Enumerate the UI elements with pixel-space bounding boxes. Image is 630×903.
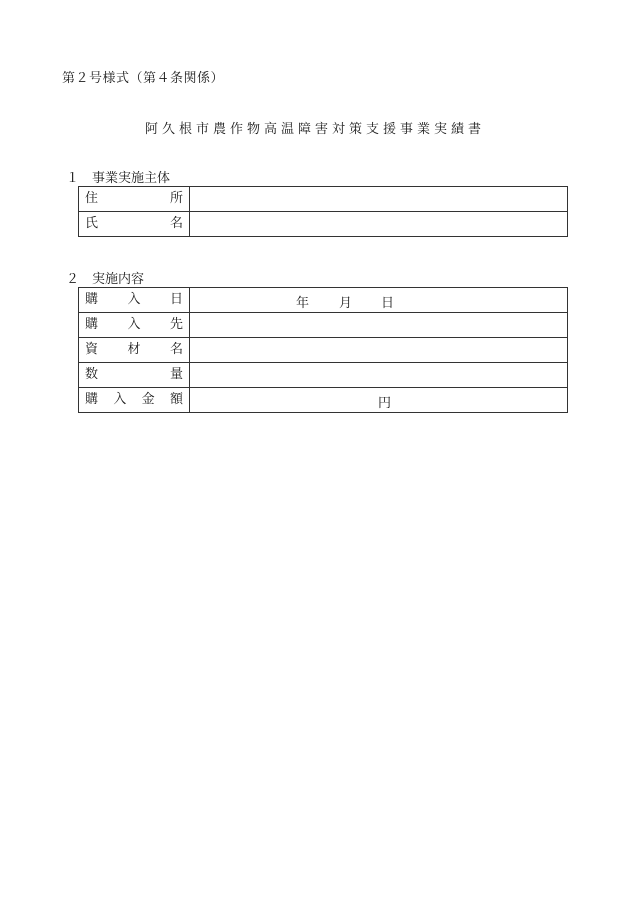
label-cell: [79, 288, 190, 313]
label-cell: [79, 212, 190, 237]
purchase-date-label: 購入日: [85, 292, 183, 307]
form-number-label: 第２号様式（第４条関係）: [62, 71, 225, 86]
vendor-label: 購入先: [85, 317, 183, 332]
table-row: [79, 338, 568, 363]
yen-unit: 円: [378, 396, 392, 411]
label-cell: [79, 187, 190, 212]
document-title: 阿久根市農作物高温障害対策支援事業実績書: [144, 122, 485, 137]
table-row: [79, 388, 568, 413]
implementation-details-table: [78, 287, 568, 413]
implementing-entity-table: [78, 186, 568, 237]
section-number: １: [66, 171, 80, 186]
quantity-field[interactable]: [190, 363, 568, 388]
label-cell: [79, 363, 190, 388]
table-row: [79, 363, 568, 388]
vendor-field[interactable]: [190, 313, 568, 338]
table-row: [79, 288, 568, 313]
material-name-field[interactable]: [190, 338, 568, 363]
section-title: 実施内容: [92, 272, 145, 287]
month-unit: 月: [339, 296, 353, 311]
quantity-label: 数量: [85, 367, 183, 382]
purchase-date-field[interactable]: [190, 288, 568, 313]
table-row: [79, 187, 568, 212]
address-label: 住所: [85, 191, 183, 206]
label-cell: [79, 313, 190, 338]
section-heading-implementing-entity: [66, 167, 170, 186]
day-unit: 日: [381, 296, 395, 311]
section-title: 事業実施主体: [92, 171, 171, 186]
section-heading-implementation-details: [66, 268, 144, 287]
table-row: [79, 212, 568, 237]
material-name-label: 資材名: [85, 342, 183, 357]
label-cell: [79, 388, 190, 413]
year-unit: 年: [296, 296, 310, 311]
purchase-amount-field[interactable]: [190, 388, 568, 413]
section-number: ２: [66, 272, 80, 287]
purchase-amount-label: 購入金額: [85, 392, 183, 407]
name-field[interactable]: [190, 212, 568, 237]
address-field[interactable]: [190, 187, 568, 212]
name-label: 氏名: [85, 216, 183, 231]
table-row: [79, 313, 568, 338]
label-cell: [79, 338, 190, 363]
